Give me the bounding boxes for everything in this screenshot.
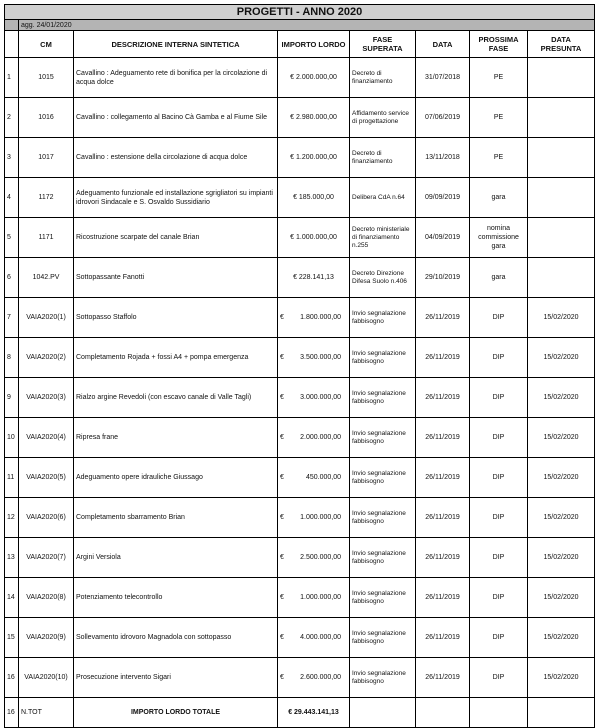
cm-cell: VAIA2020(5) — [19, 458, 74, 498]
cm-cell: VAIA2020(6) — [19, 498, 74, 538]
table-row — [5, 458, 595, 498]
amount-cell — [278, 378, 350, 418]
amount-value: 3.000.000,00 — [300, 394, 341, 401]
currency-symbol: € — [280, 434, 284, 441]
phase-cell: Invio segnalazione fabbisogno — [350, 578, 416, 618]
total-row-number: 16 — [5, 698, 19, 728]
amount-cell — [278, 658, 350, 698]
description-cell: Completamento sbarramento Brian — [74, 498, 278, 538]
amount-cell: € 2.000.000,00 — [278, 58, 350, 98]
phase-cell: Invio segnalazione fabbisogno — [350, 378, 416, 418]
cm-cell: VAIA2020(4) — [19, 418, 74, 458]
next-phase-cell: DIP — [470, 538, 528, 578]
row-number: 9 — [5, 378, 19, 418]
amount-cell: € 228.141,13 — [278, 258, 350, 298]
phase-cell: Invio segnalazione fabbisogno — [350, 618, 416, 658]
cm-cell: VAIA2020(8) — [19, 578, 74, 618]
row-number: 15 — [5, 618, 19, 658]
total-label-left: N.TOT — [19, 698, 74, 728]
date-cell: 26/11/2019 — [416, 378, 470, 418]
table-row — [5, 338, 595, 378]
amount-value: 2.000.000,00 — [300, 434, 341, 441]
expected-date-cell: 15/02/2020 — [528, 618, 595, 658]
amount-cell — [278, 338, 350, 378]
expected-date-cell — [528, 258, 595, 298]
expected-date-cell: 15/02/2020 — [528, 658, 595, 698]
next-phase-cell: DIP — [470, 458, 528, 498]
row-number: 4 — [5, 178, 19, 218]
row-number: 12 — [5, 498, 19, 538]
next-phase-cell: DIP — [470, 418, 528, 458]
next-phase-cell: nomina commissione gara — [470, 218, 528, 258]
description-cell: Cavallino : collegamento al Bacino Cà Gamba e al Fiume Sile — [74, 98, 278, 138]
date-cell: 31/07/2018 — [416, 58, 470, 98]
table-row — [5, 658, 595, 698]
projects-table — [4, 4, 595, 728]
amount-cell — [278, 538, 350, 578]
table-row — [5, 498, 595, 538]
description-cell: Cavallino : Adeguamento rete di bonifica per la circolazione di acqua dolce — [74, 58, 278, 98]
date-cell: 04/09/2019 — [416, 218, 470, 258]
row-number: 6 — [5, 258, 19, 298]
expected-date-cell — [528, 98, 595, 138]
expected-date-cell — [528, 58, 595, 98]
phase-cell: Invio segnalazione fabbisogno — [350, 498, 416, 538]
amount-cell — [278, 458, 350, 498]
date-cell: 26/11/2019 — [416, 418, 470, 458]
description-cell: Ricostruzione scarpate del canale Brian — [74, 218, 278, 258]
cm-cell: 1016 — [19, 98, 74, 138]
amount-value: 450.000,00 — [305, 474, 341, 481]
table-row — [5, 58, 595, 98]
description-cell: Sottopassante Fanotti — [74, 258, 278, 298]
amount-cell — [278, 418, 350, 458]
row-number: 11 — [5, 458, 19, 498]
expected-date-cell — [528, 178, 595, 218]
amount-value: 4.000.000,00 — [300, 634, 341, 641]
update-date: agg. 24/01/2020 — [19, 20, 595, 31]
header-data-presunta: DATA PRESUNTA — [528, 31, 595, 58]
currency-symbol: € — [280, 674, 284, 681]
currency-symbol: € — [280, 354, 284, 361]
currency-symbol: € — [280, 314, 284, 321]
description-cell: Potenziamento telecontrollo — [74, 578, 278, 618]
amount-cell: € 1.000.000,00 — [278, 218, 350, 258]
amount-cell — [278, 298, 350, 338]
table-row — [5, 578, 595, 618]
date-cell: 26/11/2019 — [416, 578, 470, 618]
cm-cell: 1172 — [19, 178, 74, 218]
phase-cell: Decreto di finanziamento — [350, 58, 416, 98]
phase-cell: Invio segnalazione fabbisogno — [350, 538, 416, 578]
cm-cell: VAIA2020(1) — [19, 298, 74, 338]
phase-cell: Invio segnalazione fabbisogno — [350, 658, 416, 698]
table-row — [5, 138, 595, 178]
cm-cell: VAIA2020(10) — [19, 658, 74, 698]
amount-value: 1.000.000,00 — [300, 514, 341, 521]
description-cell: Prosecuzione intervento Sigari — [74, 658, 278, 698]
row-number: 10 — [5, 418, 19, 458]
next-phase-cell: DIP — [470, 298, 528, 338]
next-phase-cell: gara — [470, 178, 528, 218]
next-phase-cell: PE — [470, 98, 528, 138]
row-number: 3 — [5, 138, 19, 178]
currency-symbol: € — [280, 634, 284, 641]
date-cell: 26/11/2019 — [416, 618, 470, 658]
cm-cell: 1171 — [19, 218, 74, 258]
next-phase-cell: DIP — [470, 658, 528, 698]
expected-date-cell: 15/02/2020 — [528, 538, 595, 578]
table-row — [5, 618, 595, 658]
amount-cell — [278, 618, 350, 658]
total-empty — [528, 698, 595, 728]
row-number: 13 — [5, 538, 19, 578]
description-cell: Ripresa frane — [74, 418, 278, 458]
next-phase-cell: PE — [470, 58, 528, 98]
header-row — [5, 31, 595, 58]
date-cell: 13/11/2018 — [416, 138, 470, 178]
expected-date-cell: 15/02/2020 — [528, 418, 595, 458]
date-cell: 26/11/2019 — [416, 498, 470, 538]
row-number: 2 — [5, 98, 19, 138]
description-cell: Sollevamento idrovoro Magnadola con sottopasso — [74, 618, 278, 658]
expected-date-cell — [528, 218, 595, 258]
amount-cell — [278, 578, 350, 618]
amount-value: 1.000.000,00 — [300, 594, 341, 601]
phase-cell: Decreto Direzione Difesa Suolo n.406 — [350, 258, 416, 298]
table-row — [5, 538, 595, 578]
description-cell: Adeguamento opere idrauliche Giussago — [74, 458, 278, 498]
description-cell: Adeguamento funzionale ed installazione sgrigliatori su impianti idrovori Sindacale e S. Osvaldo Sussidiario — [74, 178, 278, 218]
phase-cell: Decreto di finanziamento — [350, 138, 416, 178]
amount-value: 3.500.000,00 — [300, 354, 341, 361]
header-importo: IMPORTO LORDO — [278, 31, 350, 58]
amount-cell: € 1.200.000,00 — [278, 138, 350, 178]
description-cell: Cavallino : estensione della circolazione di acqua dolce — [74, 138, 278, 178]
date-cell: 09/09/2019 — [416, 178, 470, 218]
table-row — [5, 418, 595, 458]
header-prossima-fase: PROSSIMA FASE — [470, 31, 528, 58]
cm-cell: VAIA2020(2) — [19, 338, 74, 378]
table-row — [5, 218, 595, 258]
cm-cell: 1015 — [19, 58, 74, 98]
currency-symbol: € — [280, 594, 284, 601]
date-cell: 29/10/2019 — [416, 258, 470, 298]
phase-cell: Affidamento service di progettazione — [350, 98, 416, 138]
row-number: 8 — [5, 338, 19, 378]
header-cm: CM — [19, 31, 74, 58]
total-empty — [416, 698, 470, 728]
date-cell: 26/11/2019 — [416, 538, 470, 578]
description-cell: Argini Versiola — [74, 538, 278, 578]
row-number: 1 — [5, 58, 19, 98]
table-row — [5, 258, 595, 298]
phase-cell: Invio segnalazione fabbisogno — [350, 418, 416, 458]
amount-cell: € 185.000,00 — [278, 178, 350, 218]
phase-cell: Delibera CdA n.64 — [350, 178, 416, 218]
total-empty — [350, 698, 416, 728]
expected-date-cell: 15/02/2020 — [528, 338, 595, 378]
table-row — [5, 98, 595, 138]
table-row — [5, 178, 595, 218]
amount-value: 2.500.000,00 — [300, 554, 341, 561]
expected-date-cell: 15/02/2020 — [528, 458, 595, 498]
row-number: 16 — [5, 658, 19, 698]
date-cell: 26/11/2019 — [416, 338, 470, 378]
phase-cell: Decreto ministeriale di finanziamento n.255 — [350, 218, 416, 258]
cm-cell: 1042.PV — [19, 258, 74, 298]
cm-cell: 1017 — [19, 138, 74, 178]
total-amount: € 29.443.141,13 — [278, 698, 350, 728]
header-fase-superata: FASE SUPERATA — [350, 31, 416, 58]
phase-cell: Invio segnalazione fabbisogno — [350, 458, 416, 498]
description-cell: Sottopasso Staffolo — [74, 298, 278, 338]
description-cell: Rialzo argine Revedoli (con escavo canale di Valle Tagli) — [74, 378, 278, 418]
amount-cell — [278, 498, 350, 538]
description-cell: Completamento Rojada + fossi A4 + pompa emergenza — [74, 338, 278, 378]
date-cell: 07/06/2019 — [416, 98, 470, 138]
table-row — [5, 378, 595, 418]
page-title: PROGETTI - ANNO 2020 — [5, 5, 595, 20]
date-cell: 26/11/2019 — [416, 458, 470, 498]
date-cell: 26/11/2019 — [416, 658, 470, 698]
header-descrizione: DESCRIZIONE INTERNA SINTETICA — [74, 31, 278, 58]
total-empty — [470, 698, 528, 728]
amount-cell: € 2.980.000,00 — [278, 98, 350, 138]
amount-value: 2.600.000,00 — [300, 674, 341, 681]
cm-cell: VAIA2020(7) — [19, 538, 74, 578]
cm-cell: VAIA2020(3) — [19, 378, 74, 418]
expected-date-cell — [528, 138, 595, 178]
phase-cell: Invio segnalazione fabbisogno — [350, 338, 416, 378]
next-phase-cell: DIP — [470, 498, 528, 538]
currency-symbol: € — [280, 554, 284, 561]
currency-symbol: € — [280, 514, 284, 521]
expected-date-cell: 15/02/2020 — [528, 378, 595, 418]
expected-date-cell: 15/02/2020 — [528, 298, 595, 338]
row-number: 7 — [5, 298, 19, 338]
next-phase-cell: DIP — [470, 338, 528, 378]
table-row — [5, 298, 595, 338]
next-phase-cell: DIP — [470, 378, 528, 418]
next-phase-cell: DIP — [470, 578, 528, 618]
total-row — [5, 698, 595, 728]
cm-cell: VAIA2020(9) — [19, 618, 74, 658]
currency-symbol: € — [280, 474, 284, 481]
next-phase-cell: DIP — [470, 618, 528, 658]
next-phase-cell: gara — [470, 258, 528, 298]
row-number: 5 — [5, 218, 19, 258]
expected-date-cell: 15/02/2020 — [528, 578, 595, 618]
row-number: 14 — [5, 578, 19, 618]
phase-cell: Invio segnalazione fabbisogno — [350, 298, 416, 338]
next-phase-cell: PE — [470, 138, 528, 178]
header-data: DATA — [416, 31, 470, 58]
total-label: IMPORTO LORDO TOTALE — [74, 698, 278, 728]
currency-symbol: € — [280, 394, 284, 401]
expected-date-cell: 15/02/2020 — [528, 498, 595, 538]
amount-value: 1.800.000,00 — [300, 314, 341, 321]
date-cell: 26/11/2019 — [416, 298, 470, 338]
